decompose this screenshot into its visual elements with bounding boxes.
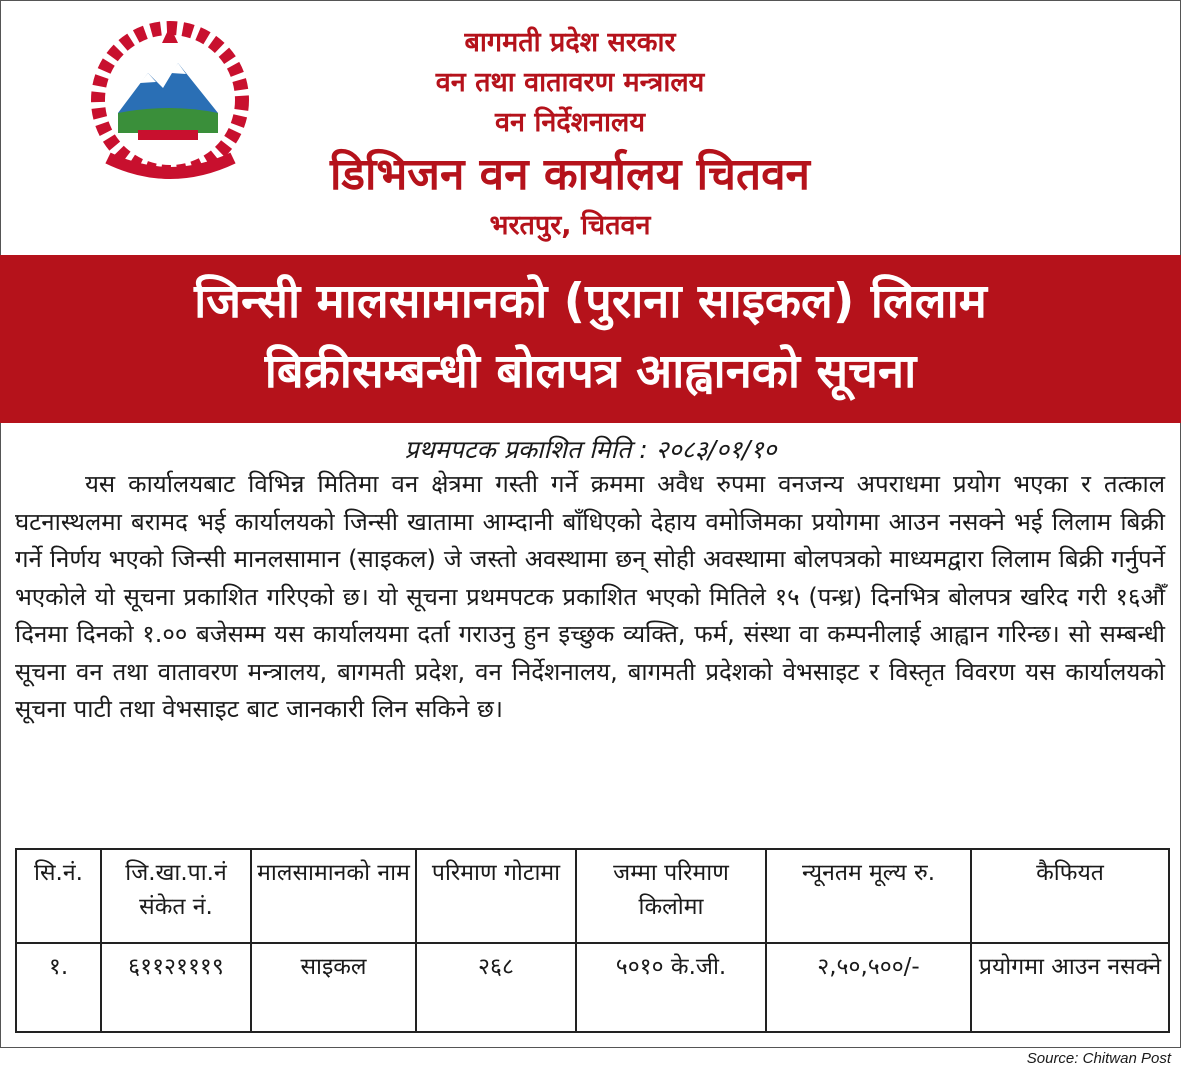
nepal-government-emblem-icon <box>78 18 263 183</box>
table-row <box>16 943 1169 1032</box>
office-address: भरतपुर, चितवन <box>489 210 651 241</box>
notice-title-line2: बिक्रीसम्बन्धी बोलपत्र आह्वानको सूचना <box>264 344 917 399</box>
notice-body: यस कार्यालयबाट विभिन्न मितिमा वन क्षेत्रमा गस्ती गर्ने क्रममा अवैध रुपमा वनजन्य अपराधमा प्रयोग भएका र तत्काल घटनास्थलमा बरामद भई कार्यालयको जिन्सी खातामा आम्दानी बाँधिएको देहाय वमोजिमका प्रयोगमा आउन नसक्ने भई लिलाम बिक्री गर्ने निर्णय भएको जिन्सी मानलसामान (साइकल) जे जस्तो अवस्थामा छन् सोही अवस्थामा बोलपत्रको माध्यमद्वारा लिलाम बिक्री गर्नुपर्ने भएकोले यो सूचना प्रकाशित गरिएको छ। यो सूचना प्रथमपटक प्रकाशित भएको मितिले १५ (पन्ध्र) दिनभित्र बोलपत्र खरिद गरी १६औँ दिनमा दिनको १.०० बजेसम्म यस कार्यालयमा दर्ता गराउनु हुन इच्छुक व्यक्ति, फर्म, संस्था वा कम्पनीलाई आह्वान गरिन्छ। सो सम्बन्धी सूचना वन तथा वातावरण मन्त्रालय, बागमती प्रदेश, वन निर्देशनालय, बागमती प्रदेशको वेभसाइट र विस्तृत विवरण यस कार्यालयको सूचना पाटी तथा वेभसाइट बाट जानकारी लिन सकिने छ। <box>15 470 1165 723</box>
col-header-quantity: परिमाण गोटामा <box>416 849 576 943</box>
notice-title-line1: जिन्सी मालसामानको (पुराना साइकल) लिलाम <box>194 274 987 329</box>
col-header-code: जि.खा.पा.नं संकेत नं. <box>101 849 251 943</box>
col-header-serial: सि.नं. <box>16 849 101 943</box>
cell-serial: १. <box>16 943 101 1032</box>
directorate-name: वन निर्देशनालय <box>494 107 646 138</box>
table-header-row <box>16 849 1169 943</box>
auction-items-table <box>15 848 1170 1033</box>
cell-total-weight: ५०१० के.जी. <box>576 943 766 1032</box>
cell-code: ६११२१११९ <box>101 943 251 1032</box>
source-credit: Source: Chitwan Post <box>1026 1050 1171 1067</box>
cell-item-name: साइकल <box>251 943 416 1032</box>
cell-quantity: २६८ <box>416 943 576 1032</box>
notice-title-band <box>0 255 1181 423</box>
publish-date: प्रथमपटक प्रकाशित मिति : २०८३/०१/१० <box>404 435 777 464</box>
ministry-name: वन तथा वातावरण मन्त्रालय <box>435 67 705 98</box>
col-header-min-price: न्यूनतम मूल्य रु. <box>766 849 971 943</box>
cell-remarks: प्रयोगमा आउन नसक्ने <box>971 943 1169 1032</box>
col-header-total-weight: जम्मा परिमाण किलोमा <box>576 849 766 943</box>
province-government: बागमती प्रदेश सरकार <box>464 27 676 58</box>
cell-min-price: २,५०,५००/- <box>766 943 971 1032</box>
col-header-remarks: कैफियत <box>971 849 1169 943</box>
office-name: डिभिजन वन कार्यालय चितवन <box>330 149 810 200</box>
col-header-item-name: मालसामानको नाम <box>251 849 416 943</box>
